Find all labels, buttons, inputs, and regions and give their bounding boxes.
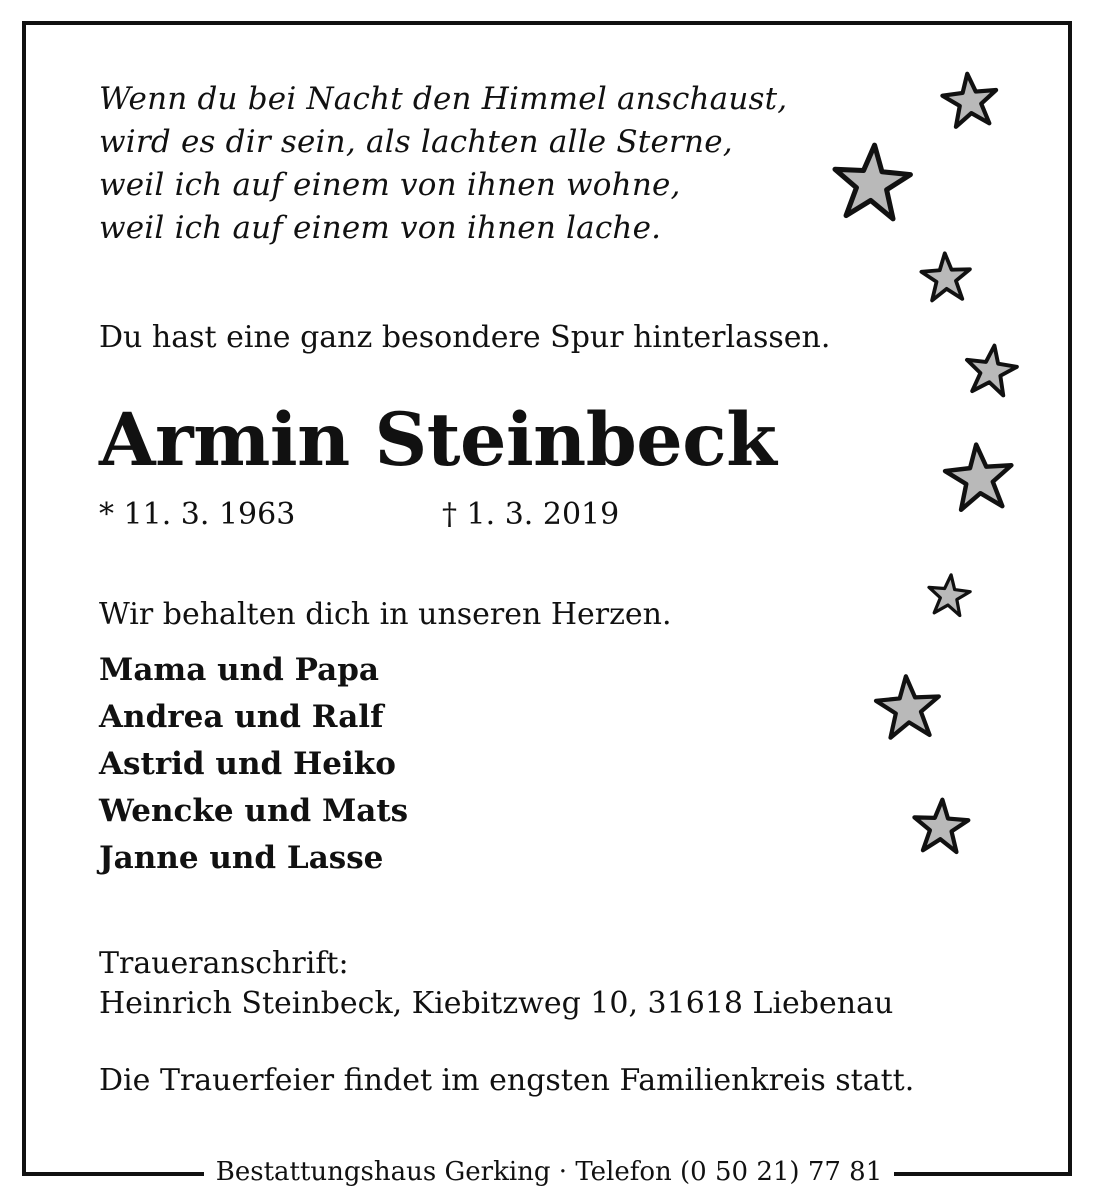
footer <box>0 1152 1098 1192</box>
star-icon <box>938 440 1020 514</box>
family-member: Mama und Papa <box>99 652 379 688</box>
star-icon <box>916 250 976 304</box>
poem <box>99 78 787 250</box>
star-icon <box>938 70 1002 130</box>
mourning-address <box>99 944 893 1024</box>
family-member: Wencke und Mats <box>99 793 409 829</box>
birth-date: * 11. 3. 1963 <box>99 497 296 532</box>
death-date: † 1. 3. 2019 <box>442 497 620 532</box>
address-line: Heinrich Steinbeck, Kiebitzweg 10, 31618 Liebenau <box>99 986 894 1021</box>
poem-line: wird es dir sein, als lachten alle Sterne, <box>99 124 733 160</box>
star-icon <box>908 796 974 856</box>
family-list <box>99 647 408 882</box>
deceased-name: Armin Steinbeck <box>99 397 777 483</box>
poem-line: weil ich auf einem von ihnen lache. <box>99 210 662 246</box>
ceremony-text: Die Trauerfeier findet im engsten Familienkreis statt. <box>99 1063 915 1098</box>
poem-line: weil ich auf einem von ihnen wohne, <box>99 167 681 203</box>
closing-text: Wir behalten dich in unseren Herzen. <box>99 597 672 632</box>
address-label: Traueranschrift: <box>99 946 349 981</box>
star-icon <box>870 672 946 742</box>
tribute-text: Du hast eine ganz besondere Spur hinterlassen. <box>99 320 831 355</box>
star-icon <box>960 342 1022 398</box>
family-member: Janne und Lasse <box>99 840 384 876</box>
star-icon <box>924 572 974 618</box>
funeral-home-contact: Bestattungshaus Gerking · Telefon (0 50 21) 77 81 <box>204 1152 895 1192</box>
poem-line: Wenn du bei Nacht den Himmel anschaust, <box>99 81 788 117</box>
star-icon <box>826 140 918 224</box>
family-member: Astrid und Heiko <box>99 746 396 782</box>
family-member: Andrea und Ralf <box>99 699 384 735</box>
